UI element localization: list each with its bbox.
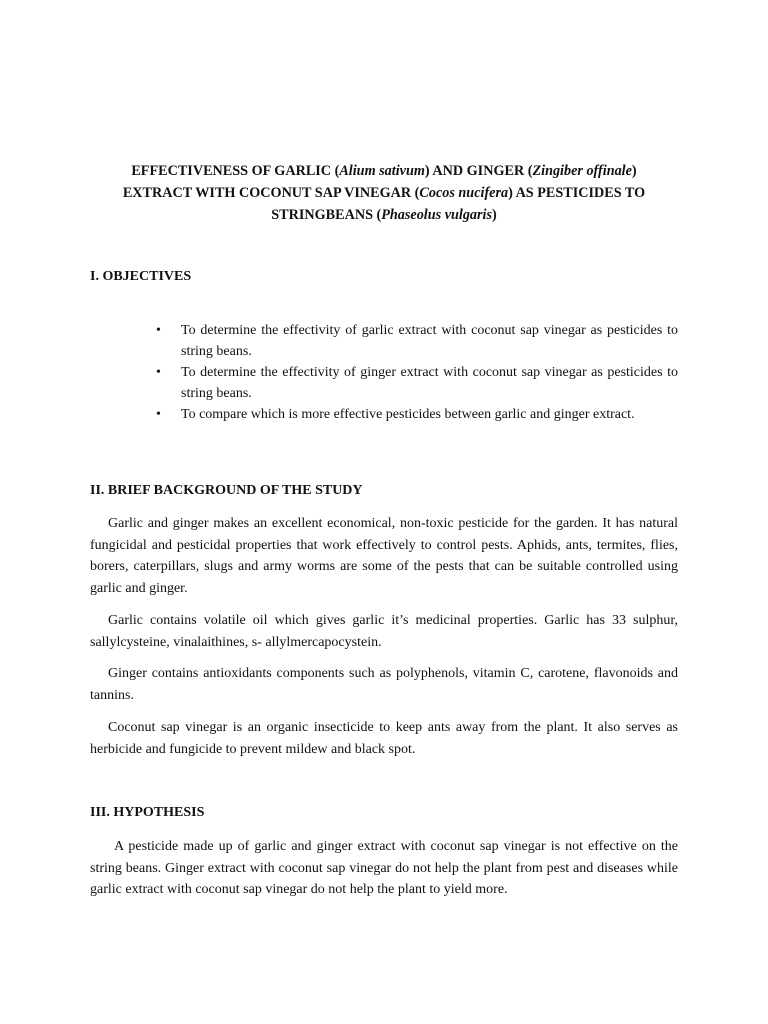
bullet-icon: •: [156, 365, 161, 380]
list-item: [90, 320, 678, 362]
bullet-icon: •: [156, 323, 161, 338]
background-paragraph: Ginger contains antioxidants components such as polyphenols, vitamin C, carotene, flavonoids and tannins.: [90, 666, 678, 703]
title-text: ) AS PESTICIDES TO: [508, 185, 646, 201]
list-item: [90, 362, 678, 404]
title-species: Phaseolus vulgaris: [381, 207, 492, 223]
hypothesis-paragraph: A pesticide made up of garlic and ginger extract with coconut sap vinegar is not effective on the string beans. Ginger extract with coconut sap vinegar do not help the plant from pest and diseases while garlic extract with coconut sap vinegar do not help the plant to yield more.: [90, 839, 678, 897]
title-species: Cocos nucifera: [419, 185, 509, 201]
title-line-1: [90, 160, 678, 182]
bullet-icon: •: [156, 407, 161, 422]
section-heading-background: II. BRIEF BACKGROUND OF THE STUDY: [90, 483, 363, 498]
objectives-list: [90, 320, 678, 425]
title-line-2: [90, 182, 678, 204]
list-item: [90, 404, 678, 425]
background-paragraph: Garlic and ginger makes an excellent economical, non-toxic pesticide for the garden. It has natural fungicidal and pesticidal properties that work effectively to control pests. Aphids, ants, termites, flies, borers, caterpillars, slugs and army worms are some of the pests that can be suitable controlled using garlic and ginger.: [90, 516, 678, 596]
title-text: ) AND GINGER (: [424, 163, 533, 179]
background-paragraph: Garlic contains volatile oil which gives garlic it’s medicinal properties. Garlic has 33 sulphur, sallylcysteine, vinalaithines, s- allylmercapocystein.: [90, 613, 678, 650]
list-item-text: To determine the effectivity of garlic extract with coconut sap vinegar as pesticides to string beans.: [181, 323, 678, 359]
section-heading-hypothesis: III. HYPOTHESIS: [90, 805, 205, 820]
title-text: ): [492, 207, 497, 223]
title-species: Zingiber offinale: [532, 163, 632, 179]
title-line-3: [90, 204, 678, 226]
title-species: Alium sativum: [339, 163, 425, 179]
document-title: [90, 160, 678, 226]
section-heading-objectives: I. OBJECTIVES: [90, 269, 192, 284]
title-text: EXTRACT WITH COCONUT SAP VINEGAR (: [122, 185, 420, 201]
title-text: EFFECTIVENESS OF GARLIC (: [131, 163, 340, 179]
title-text: STRINGBEANS (: [271, 207, 382, 223]
background-paragraph: Coconut sap vinegar is an organic insecticide to keep ants away from the plant. It also serves as herbicide and fungicide to prevent mildew and black spot.: [90, 720, 678, 757]
list-item-text: To compare which is more effective pesticides between garlic and ginger extract.: [181, 407, 635, 422]
list-item-text: To determine the effectivity of ginger extract with coconut sap vinegar as pesticides to string beans.: [181, 365, 678, 401]
title-text: ): [631, 163, 637, 179]
